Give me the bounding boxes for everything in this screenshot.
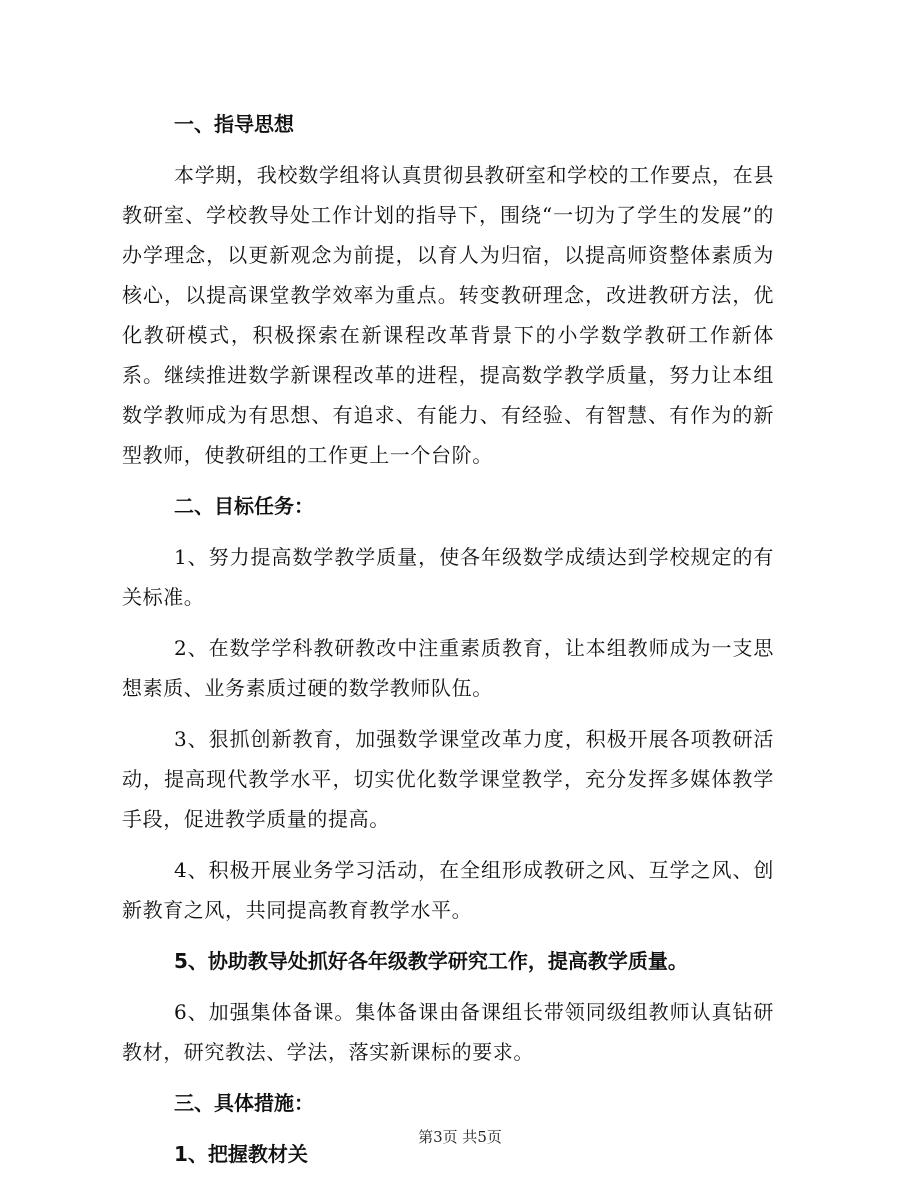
page-number-footer: 第3页 共5页 <box>418 1128 502 1146</box>
paragraph-goal-1: 1、努力提高数学教学质量，使各年级数学成绩达到学校规定的有关标准。 <box>122 545 774 609</box>
paragraph-goal-3: 3、狠抓创新教育，加强数学课堂改革力度，积极开展各项教研活动，提高现代教学水平，切实优化数学课堂教学，充分发挥多媒体教学手段，促进教学质量的提高。 <box>122 727 774 831</box>
document-body <box>122 104 774 1174</box>
paragraph-goal-4: 4、积极开展业务学习活动，在全组形成教研之风、互学之风、创新教育之风，共同提高教育教学水平。 <box>122 858 774 922</box>
section-heading-measures: 三、具体措施： <box>174 1091 314 1115</box>
paragraph-guiding-ideology: 本学期，我校数学组将认真贯彻县教研室和学校的工作要点，在县教研室、学校教导处工作计划的指导下，围绕“一切为了学生的发展”的办学理念，以更新观念为前提，以育人为归宿，以提高师资整体素质为核心，以提高课堂教学效率为重点。转变教研理念，改进教研方法，优化教研模式，积极探索在新课程改革背景下的小学数学教研工作新体系。继续推进数学新课程改革的进程，提高数学教学质量，努力让本组数学教师成为有思想、有追求、有能力、有经验、有智慧、有作为的新型教师，使教研组的工作更上一个台阶。 <box>122 163 774 467</box>
section-heading-guiding-ideology: 一、指导思想 <box>174 112 294 136</box>
paragraph-goal-6: 6、加强集体备课。集体备课由备课组长带领同级组教师认真钻研教材，研究教法、学法，落实新课标的要求。 <box>122 1000 774 1064</box>
paragraph-goal-2: 2、在数学学科教研教改中注重素质教育，让本组教师成为一支思想素质、业务素质过硬的数学教师队伍。 <box>122 636 774 700</box>
paragraph-goal-5: 5、协助教导处抓好各年级教学研究工作，提高教学质量。 <box>174 949 688 973</box>
section-heading-goals: 二、目标任务： <box>174 494 314 518</box>
subsection-heading-textbook: 1、把握教材关 <box>174 1142 308 1166</box>
